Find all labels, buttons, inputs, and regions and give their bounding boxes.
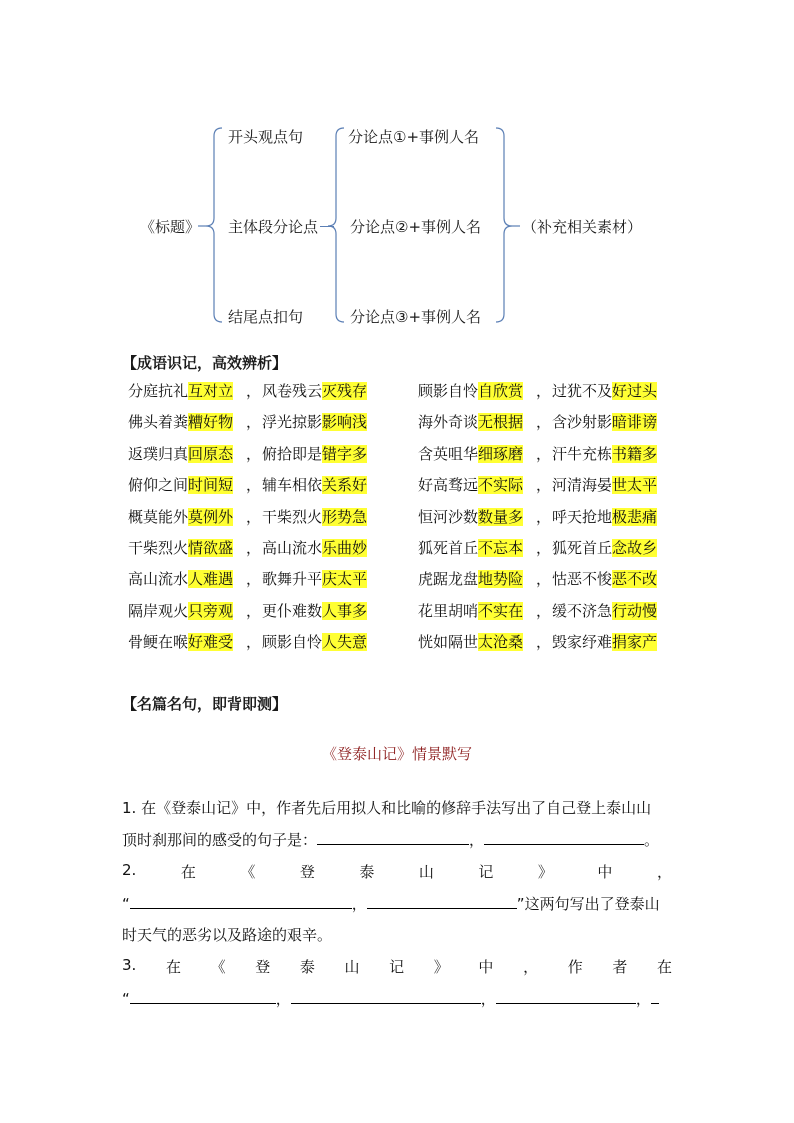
question-word: ， xyxy=(656,863,672,881)
idiom-entry xyxy=(418,568,523,589)
idiom-entry xyxy=(128,600,233,621)
idiom-meaning-highlight: 糟好物 xyxy=(188,413,234,432)
answer-blank[interactable] xyxy=(484,830,644,845)
idiom-text: 浮光掠影 xyxy=(262,413,323,432)
idiom-text: 干柴烈火 xyxy=(128,539,189,557)
answer-blank[interactable] xyxy=(367,894,517,909)
idiom-meaning-highlight: 世太平 xyxy=(612,476,658,495)
idiom-entry xyxy=(418,443,523,464)
idiom-meaning-highlight: 乐曲妙 xyxy=(322,539,368,557)
question-word: 者 xyxy=(612,958,628,976)
answer-blank[interactable] xyxy=(317,830,469,845)
comma: ， xyxy=(275,990,291,1008)
answer-blank[interactable] xyxy=(651,989,659,1004)
idiom-text: 辅车相依 xyxy=(262,476,323,495)
question-word: 记 xyxy=(389,958,405,976)
question-word: 在 xyxy=(180,863,196,881)
comma: ， xyxy=(635,990,651,1008)
question-word: 《 xyxy=(210,958,226,976)
idiom-entry xyxy=(262,537,367,558)
idiom-text: 概莫能外 xyxy=(128,507,189,526)
idiom-meaning-highlight: 只旁观 xyxy=(188,601,234,620)
idiom-meaning-highlight: 灭残存 xyxy=(322,382,368,400)
idiom-entry xyxy=(418,600,523,621)
idiom-separator: ， xyxy=(246,382,262,400)
idiom-meaning-highlight: 暗诽谤 xyxy=(612,413,658,432)
idiom-separator: ， xyxy=(246,444,262,463)
idiom-text: 呼天抢地 xyxy=(552,507,613,526)
idiom-meaning-highlight: 念故乡 xyxy=(612,539,658,557)
idiom-meaning-highlight: 人难遇 xyxy=(188,570,234,589)
open-quote: “ xyxy=(122,990,130,1008)
idiom-entry xyxy=(552,506,657,527)
idiom-entry xyxy=(418,474,523,495)
idiom-entry xyxy=(262,631,367,652)
idiom-text: 佛头着粪 xyxy=(128,413,189,432)
idiom-text: 俯拾即是 xyxy=(262,444,323,463)
question-word: 3. xyxy=(122,956,137,974)
question-word: 》 xyxy=(433,958,449,976)
idiom-meaning-highlight: 捐家产 xyxy=(612,633,658,652)
diagram-point-3: 分论点③+事例人名 xyxy=(350,308,482,326)
idiom-text: 毁家纾难 xyxy=(552,633,613,652)
idiom-meaning-highlight: 不实际 xyxy=(478,476,524,495)
question-word: ， xyxy=(523,958,539,976)
idiom-separator: ， xyxy=(536,476,552,495)
idiom-entry xyxy=(262,600,367,621)
comma: ， xyxy=(480,990,496,1008)
idiom-meaning-highlight: 关系好 xyxy=(322,476,368,495)
idiom-entry xyxy=(262,411,367,432)
question-word: 登 xyxy=(299,863,315,881)
idiom-separator: ， xyxy=(536,633,552,652)
answer-blank[interactable] xyxy=(130,894,352,909)
idiom-separator: ， xyxy=(536,570,552,589)
idiom-text: 顾影自怜 xyxy=(418,382,479,400)
idiom-entry xyxy=(262,474,367,495)
idiom-meaning-highlight: 行动慢 xyxy=(612,601,658,620)
idiom-entry xyxy=(262,443,367,464)
question-word: 《 xyxy=(240,863,256,881)
idiom-entry xyxy=(128,631,233,652)
diagram-root: 《标题》 xyxy=(140,218,201,236)
idiom-text: 歌舞升平 xyxy=(262,570,323,589)
diagram-point-1: 分论点①+事例人名 xyxy=(348,128,480,146)
idiom-separator: ， xyxy=(246,601,262,620)
question-1-line-2 xyxy=(122,829,659,850)
question-1-prompt: 顶时刹那间的感受的句子是： xyxy=(122,831,318,849)
question-word: 在 xyxy=(656,958,672,976)
idiom-text: 返璞归真 xyxy=(128,444,189,463)
idiom-meaning-highlight: 莫例外 xyxy=(188,507,234,526)
idiom-entry xyxy=(418,537,523,558)
idiom-meaning-highlight: 影响浅 xyxy=(322,413,368,432)
comma: ， xyxy=(469,831,485,849)
idiom-text: 分庭抗礼 xyxy=(128,382,189,400)
idiom-text: 过犹不及 xyxy=(552,382,613,400)
idiom-entry xyxy=(262,506,367,527)
answer-blank[interactable] xyxy=(496,989,636,1004)
idiom-entry xyxy=(128,568,233,589)
idiom-meaning-highlight: 数量多 xyxy=(478,507,524,526)
question-word: 》 xyxy=(537,863,553,881)
question-word: 山 xyxy=(418,863,434,881)
question-2-line-1 xyxy=(122,861,672,882)
question-2-line-2 xyxy=(122,893,660,914)
idiom-meaning-highlight: 互对立 xyxy=(188,382,234,400)
idiom-entry xyxy=(552,411,657,432)
idiom-meaning-highlight: 时间短 xyxy=(188,476,234,495)
idiom-entry xyxy=(128,474,233,495)
idiom-text: 更仆难数 xyxy=(262,601,323,620)
idiom-meaning-highlight: 人失意 xyxy=(322,633,368,652)
idiom-separator: ， xyxy=(246,570,262,589)
idiom-meaning-highlight: 好难受 xyxy=(188,633,234,652)
idiom-text: 花里胡哨 xyxy=(418,601,479,620)
idiom-entry xyxy=(418,411,523,432)
idiom-meaning-highlight: 不实在 xyxy=(478,601,524,620)
idiom-text: 俯仰之间 xyxy=(128,476,189,495)
question-word: 作 xyxy=(567,958,583,976)
idiom-text: 含沙射影 xyxy=(552,413,613,432)
idiom-entry xyxy=(128,506,233,527)
recitation-section-heading: 【名篇名句，即背即测】 xyxy=(122,695,288,713)
idiom-meaning-highlight: 细琢磨 xyxy=(478,444,524,463)
question-1-line-1: 1. 在《登泰山记》中，作者先后用拟人和比喻的修辞手法写出了自己登上泰山山 xyxy=(122,799,652,817)
idiom-separator: ， xyxy=(246,633,262,652)
idiom-text: 恒河沙数 xyxy=(418,507,479,526)
recitation-title xyxy=(0,743,794,764)
idiom-meaning-highlight: 错字多 xyxy=(322,444,368,463)
idiom-text: 海外奇谈 xyxy=(418,413,479,432)
idiom-entry xyxy=(552,568,657,589)
idiom-separator: ， xyxy=(536,382,552,400)
idiom-entry xyxy=(418,631,523,652)
recitation-title-text: 《登泰山记》情景默写 xyxy=(321,745,472,763)
idiom-entry xyxy=(128,537,233,558)
idiom-entry xyxy=(128,443,233,464)
question-word: 山 xyxy=(344,958,360,976)
idiom-separator: ， xyxy=(246,413,262,432)
idiom-text: 高山流水 xyxy=(128,570,189,589)
idiom-text: 隔岸观火 xyxy=(128,601,189,620)
idiom-text: 顾影自怜 xyxy=(262,633,323,652)
idiom-text: 缓不济急 xyxy=(552,601,613,620)
question-word: 泰 xyxy=(299,958,315,976)
idiom-text: 狐死首丘 xyxy=(418,539,479,557)
diagram-part-body: 主体段分论点 xyxy=(228,218,319,236)
idiom-entry xyxy=(552,474,657,495)
idiom-meaning-highlight: 人事多 xyxy=(322,601,368,620)
idiom-entry xyxy=(552,537,657,558)
question-word: 在 xyxy=(165,958,181,976)
idiom-separator: ， xyxy=(246,539,262,557)
diagram-supplement: （补充相关素材） xyxy=(522,218,643,236)
idiom-meaning-highlight: 太沧桑 xyxy=(478,633,524,652)
open-quote: “ xyxy=(122,895,130,913)
idiom-separator: ， xyxy=(536,507,552,526)
idiom-entry xyxy=(262,568,367,589)
comma: ， xyxy=(351,895,367,913)
idiom-meaning-highlight: 回原态 xyxy=(188,444,234,463)
idiom-text: 骨鲠在喉 xyxy=(128,633,189,652)
idiom-meaning-highlight: 形势急 xyxy=(322,507,368,526)
idiom-text: 汗牛充栋 xyxy=(552,444,613,463)
idiom-separator: ， xyxy=(246,476,262,495)
idiom-separator: ， xyxy=(536,601,552,620)
idiom-meaning-highlight: 无根据 xyxy=(478,413,524,432)
diagram-brackets xyxy=(0,0,794,340)
diagram-part-opening: 开头观点句 xyxy=(228,128,304,146)
idiom-section-heading: 【成语识记，高效辨析】 xyxy=(122,354,288,372)
idiom-separator: ， xyxy=(246,507,262,526)
idiom-meaning-highlight: 情欲盛 xyxy=(188,539,234,557)
idiom-entry xyxy=(552,600,657,621)
answer-blank[interactable] xyxy=(291,989,481,1004)
question-word: 中 xyxy=(597,863,613,881)
idiom-entry xyxy=(262,380,367,401)
idiom-entry xyxy=(418,506,523,527)
idiom-meaning-highlight: 恶不改 xyxy=(612,570,658,589)
idiom-text: 高山流水 xyxy=(262,539,323,557)
question-word: 登 xyxy=(255,958,271,976)
period: 。 xyxy=(644,831,660,849)
question-word: 2. xyxy=(122,861,137,879)
idiom-meaning-highlight: 好过头 xyxy=(612,382,658,400)
diagram-part-ending: 结尾点扣句 xyxy=(228,308,304,326)
idiom-entry xyxy=(128,411,233,432)
idiom-meaning-highlight: 不忘本 xyxy=(478,539,524,557)
idiom-entry xyxy=(552,443,657,464)
question-2-description: ”这两句写出了登泰山 xyxy=(516,895,660,913)
idiom-text: 好高骛远 xyxy=(418,476,479,495)
idiom-entry xyxy=(418,380,523,401)
idiom-text: 恍如隔世 xyxy=(418,633,479,652)
question-3-line-1 xyxy=(122,956,672,977)
question-word: 中 xyxy=(478,958,494,976)
idiom-text: 河清海晏 xyxy=(552,476,613,495)
idiom-meaning-highlight: 极悲痛 xyxy=(612,507,658,526)
idiom-separator: ， xyxy=(536,539,552,557)
idiom-text: 狐死首丘 xyxy=(552,539,613,557)
question-3-line-2 xyxy=(122,988,659,1009)
question-word: 记 xyxy=(478,863,494,881)
idiom-text: 怙恶不悛 xyxy=(552,570,613,589)
idiom-entry xyxy=(552,380,657,401)
idiom-entry xyxy=(128,380,233,401)
idiom-separator: ， xyxy=(536,413,552,432)
idiom-separator: ， xyxy=(536,444,552,463)
idiom-text: 含英咀华 xyxy=(418,444,479,463)
idiom-meaning-highlight: 地势险 xyxy=(478,570,524,589)
diagram-connector xyxy=(320,226,334,227)
answer-blank[interactable] xyxy=(130,989,276,1004)
idiom-text: 干柴烈火 xyxy=(262,507,323,526)
idiom-meaning-highlight: 书籍多 xyxy=(612,444,658,463)
idiom-meaning-highlight: 自欣赏 xyxy=(478,382,524,400)
question-word: 泰 xyxy=(359,863,375,881)
idiom-entry xyxy=(552,631,657,652)
question-2-line-3: 时天气的恶劣以及路途的艰辛。 xyxy=(122,926,333,944)
idiom-meaning-highlight: 庆太平 xyxy=(322,570,368,589)
diagram-point-2: 分论点②+事例人名 xyxy=(350,218,482,236)
idiom-text: 虎踞龙盘 xyxy=(418,570,479,589)
idiom-text: 风卷残云 xyxy=(262,382,323,400)
